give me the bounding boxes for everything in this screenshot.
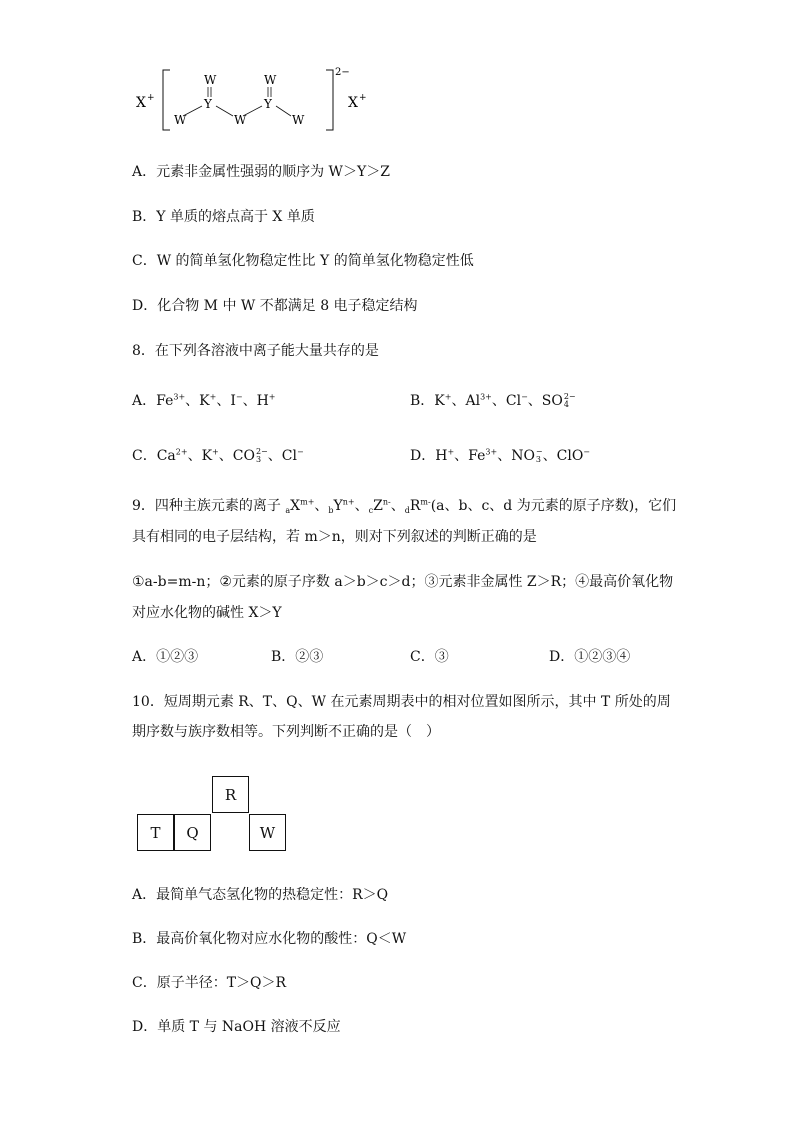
q10-option-b: B．最高价氧化物对应水化物的酸性：Q＜W [132,931,407,947]
cell-q: Q [174,814,211,851]
ion: K+ [199,392,217,409]
q8-option-c: C．$Ca^{2+}$、K+、CO 2− 3 、Cl− [132,447,304,464]
ion: K+ [201,447,219,464]
atom-w-top1: W [204,73,217,87]
cation-left-charge: + [147,93,155,103]
cation-left: X [136,95,146,111]
ion: K+ [434,392,452,409]
q9-statements-line1: ①a-b=m-n；②元素的原子序数 a＞b＞c＞d；③元素非金属性 Z＞R；④最高价氧化物 [132,574,674,590]
atom-y2: Y [264,97,272,111]
cell-w: W [249,814,286,851]
atom-w-mid: W [234,113,247,127]
cation-right-charge: + [359,93,367,103]
q9-statements-line2: 对应水化物的碱性 X＞Y [132,605,282,621]
q9-ions: $_aX^{m+}$、$_bY^{n+}$、$_cZ^{n-}$、$_dR^{m-}$ [285,497,431,515]
q10-stem-line2: 期序数与族序数相等。下列判断不正确的是（ ） [132,724,440,740]
q10-option-c: C．原子半径：T＞Q＞R [132,975,287,991]
q8-option-a: A．$Fe^{3+}$、K+、I−、H+ [132,392,276,409]
cell-empty [212,814,249,851]
ion: $Fe^{3+}$ [468,447,498,464]
q9-stem-line1: 9．四种主族元素的离子 $_aX^{m+}$、$_bY^{n+}$、$_cZ^{n-}$、$_dR^{m-}(a$、b、c、d 为元素的原子序数)，它们 [132,497,677,515]
ion: CO 2− 3 [232,447,268,464]
ion: SO 2− 4 [541,392,576,409]
cell-t: T [137,814,174,851]
atom-w-top2: W [264,73,277,87]
q10-stem-line1: 10．短周期元素 R、T、Q、W 在元素周期表中的相对位置如图所示，其中 T 所处的周 [132,694,671,710]
atom-w1: W [174,113,187,127]
q8-option-d: D．H+、$Fe^{3+}$、NO − 3 、ClO− [410,447,590,464]
ion: $Ca^{2+}$ [156,447,188,464]
ion: H+ [435,447,455,464]
q9-option-b: B．②③ [271,649,324,665]
ion: I− [230,392,243,409]
q7-option-d: D．化合物 M 中 W 不都满足 8 电子稳定结构 [132,298,418,314]
ion: $Al^{3+}$ [465,392,492,409]
q10-option-d: D．单质 T 与 NaOH 溶液不反应 [132,1019,341,1035]
atom-y1: Y [204,97,212,111]
cation-right: X [348,95,358,111]
ion: Cl− [505,392,528,409]
bracket-charge: 2− [335,67,350,78]
q9-option-d: D．①②③④ [549,649,631,665]
ion: ClO− [556,447,590,464]
ion: $Fe^{3+}$ [156,392,186,409]
q9-stem-line2: 具有相同的电子层结构，若 m＞n，则对下列叙述的判断正确的是 [132,529,537,545]
q10-option-a: A．最简单气态氢化物的热稳定性：R＞Q [132,887,389,903]
ionic-structure-diagram [130,62,390,142]
ion: Cl− [281,447,304,464]
q8-option-b: B．K+、$Al^{3+}$、Cl−、SO 2− 4 [410,392,576,409]
ion: NO − 3 [511,447,543,464]
q7-option-c: C．W 的简单氢化物稳定性比 Y 的简单氢化物稳定性低 [132,253,474,269]
q9-option-a: A．①②③ [132,649,199,665]
q9-option-c: C．③ [410,649,449,665]
bracket-right [326,70,333,130]
q7-option-a: A．元素非金属性强弱的顺序为 W＞Y＞Z [132,164,390,180]
bracket-left [163,70,170,130]
cell-r: R [212,776,249,813]
ion: H+ [256,392,276,409]
q8-stem: 8．在下列各溶液中离子能大量共存的是 [132,343,379,359]
q7-option-b: B．Y 单质的熔点高于 X 单质 [132,209,315,225]
atom-w-end: W [292,113,305,127]
